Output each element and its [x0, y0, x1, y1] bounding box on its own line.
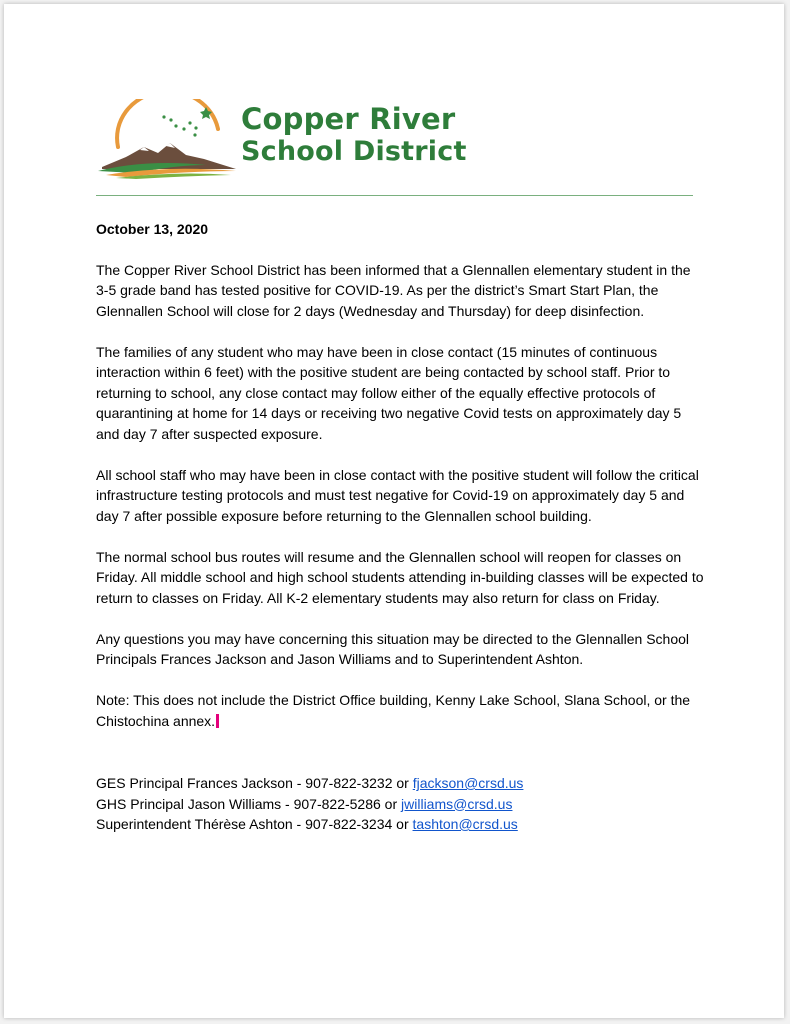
contact-line-superintendent [96, 814, 706, 835]
mountain-sun-logo-icon [96, 99, 241, 179]
paragraph-note [96, 690, 706, 731]
contact-text: GES Principal Frances Jackson - 907-822-3232 or [96, 775, 413, 791]
email-link-tashton[interactable]: tashton@crsd.us [412, 816, 518, 832]
logo-text-line2: School District [241, 136, 467, 167]
header-divider [96, 195, 693, 196]
paragraph-questions: Any questions you may have concerning this situation may be directed to the Glennallen School Principals Frances Jackson and Jason Williams and to Superintendent Ashton. [96, 630, 690, 667]
text-cursor [216, 714, 219, 728]
contact-list [96, 773, 706, 835]
paragraph-closure: The Copper River School District has been informed that a Glennallen elementary student in the 3-5 grade band has tested positive for COVID-19. As per the district’s Smart Start Plan, the Glennallen School will close for 2 days (Wednesday and Thursday) for deep disinfection. [96, 261, 691, 319]
contact-text: Superintendent Thérèse Ashton - 907-822-3234 or [96, 816, 413, 832]
paragraph-close-contacts: The families of any student who may have been in close contact (15 minutes of continuous interaction within 6 feet) with the positive student are being contacted by school staff. Prior to returning to school, any close contact may follow either of the equally effective protocols of quarantining at home for 14 days or receiving two negative Covid tests on approximately day 5 and day 7 after suspected exposure. [96, 343, 682, 442]
letter-body [96, 219, 706, 835]
document-page [4, 4, 784, 1018]
logo-text-line1: Copper River [241, 102, 456, 136]
contact-line-ghs [96, 794, 706, 815]
contact-text: GHS Principal Jason Williams - 907-822-5286 or [96, 795, 402, 812]
email-link-fjackson[interactable]: fjackson@crsd.us [412, 775, 524, 791]
note-text: Note: This does not include the District Office building, Kenny Lake School, Slana School, or the Chistochina annex. [96, 692, 691, 729]
district-logo [96, 99, 467, 179]
paragraph-staff-testing: All school staff who may have been in close contact with the positive student will follow the critical infrastructure testing protocols and must test negative for Covid-19 on approximately day 5 and day 7 after possible exposure before returning to the Glennallen school building. [96, 466, 699, 524]
email-link-jwilliams[interactable]: jwilliams@crsd.us [401, 795, 513, 812]
letter-date: October 13, 2020 [96, 221, 209, 237]
contact-line-ges [96, 773, 706, 794]
paragraph-reopening: The normal school bus routes will resume and the Glennallen school will reopen for classes on Friday. All middle school and high school students attending in-building classes will be expected to return to classes on Friday. All K-2 elementary students may also return for class on Friday. [96, 548, 704, 606]
